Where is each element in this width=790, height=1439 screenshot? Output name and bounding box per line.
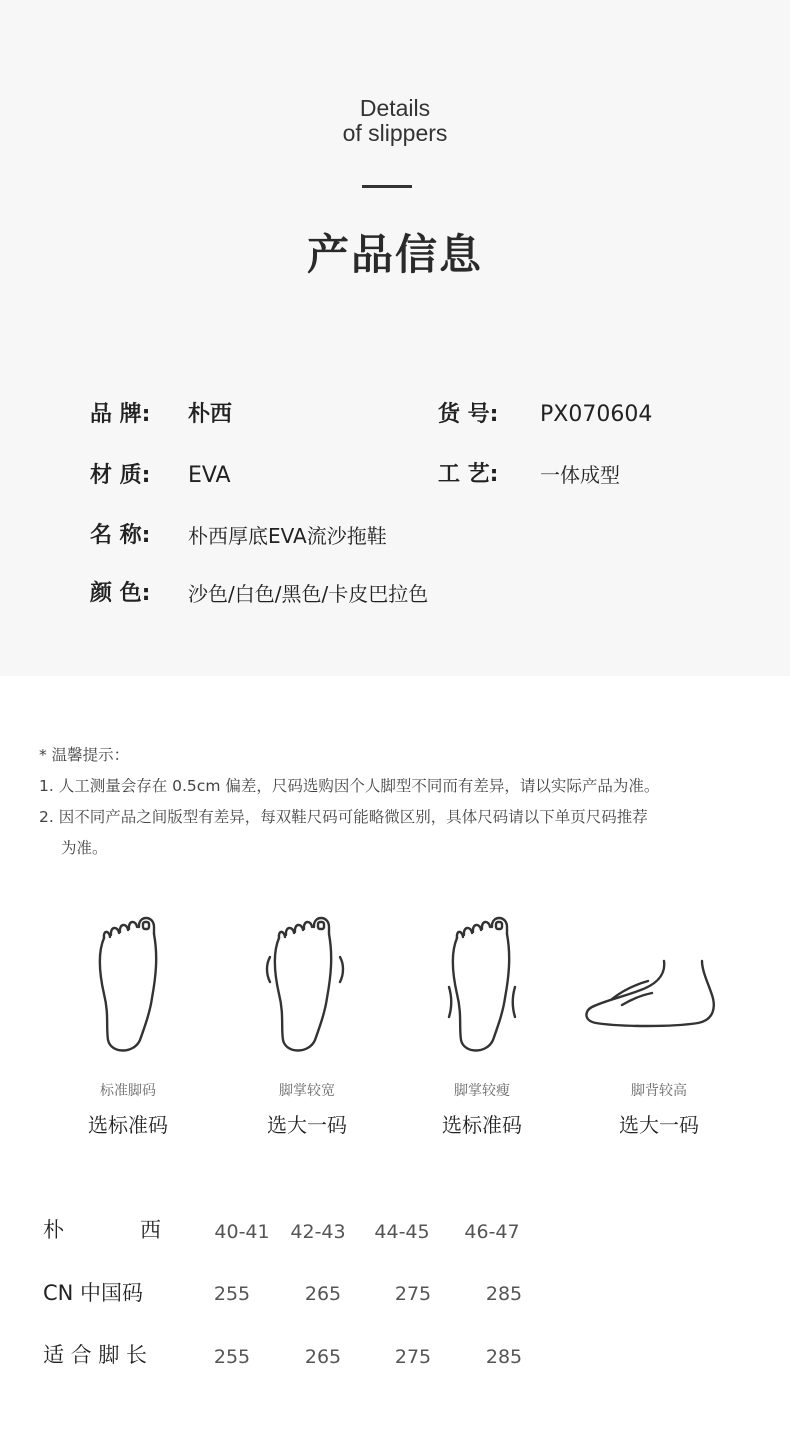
foot-caption-4: 脚背较高 — [631, 1083, 687, 1099]
brand-size-3: 44-45 — [374, 1221, 430, 1243]
item-no-label: 货 号: — [438, 402, 499, 427]
wide-foot-icon — [262, 912, 352, 1057]
craft-value: 一体成型 — [540, 463, 620, 487]
foot-advice-4: 选大一码 — [619, 1113, 699, 1137]
foot-caption-3: 脚掌较瘦 — [454, 1083, 510, 1099]
color-value: 沙色/白色/黑色/卡皮巴拉色 — [188, 582, 429, 606]
foot-length-1: 255 — [213, 1346, 251, 1368]
material-label: 材 质: — [90, 463, 151, 488]
notes-line-2-cont: 为准。 — [61, 839, 108, 857]
cn-size-1: 255 — [213, 1283, 251, 1305]
size-row-brand-label-2: 西 — [140, 1218, 161, 1242]
page-title: 产品信息 — [306, 230, 483, 279]
size-row-brand-label-1: 朴 — [43, 1218, 64, 1242]
high-instep-foot-icon — [582, 955, 722, 1035]
foot-length-3: 275 — [394, 1346, 432, 1368]
color-label: 颜 色: — [90, 581, 151, 606]
foot-length-4: 285 — [485, 1346, 523, 1368]
foot-caption-2: 脚掌较宽 — [279, 1083, 335, 1099]
brand-size-2: 42-43 — [290, 1221, 346, 1243]
foot-advice-1: 选标准码 — [88, 1113, 168, 1137]
thin-foot-icon — [441, 912, 526, 1057]
brand-size-4: 46-47 — [464, 1221, 520, 1243]
brand-value: 朴西 — [188, 402, 233, 427]
notes-line-1: 1. 人工测量会存在 0.5cm 偏差，尺码选购因个人脚型不同而有差异，请以实际产品为准。 — [39, 777, 660, 795]
heading-en-line2: of slippers — [342, 120, 448, 146]
heading-divider — [362, 185, 412, 188]
material-value: EVA — [188, 463, 231, 488]
foot-length-2: 265 — [304, 1346, 342, 1368]
cn-size-4: 285 — [485, 1283, 523, 1305]
size-row-foot-length-label: 适 合 脚 长 — [43, 1343, 148, 1367]
craft-label: 工 艺: — [438, 462, 499, 487]
foot-advice-3: 选标准码 — [442, 1113, 522, 1137]
brand-size-1: 40-41 — [214, 1221, 270, 1243]
notes-title: * 温馨提示： — [39, 746, 130, 764]
notes-line-2: 2. 因不同产品之间版型有差异，每双鞋尺码可能略微区别，具体尺码请以下单页尺码推荐 — [39, 808, 648, 826]
brand-label: 品 牌: — [90, 402, 151, 427]
size-notes — [39, 740, 779, 864]
name-label: 名 称: — [90, 523, 151, 548]
item-no-value: PX070604 — [540, 402, 653, 427]
size-row-cn-label: CN 中国码 — [43, 1281, 144, 1305]
name-value: 朴西厚底EVA流沙拖鞋 — [188, 524, 387, 548]
foot-advice-2: 选大一码 — [267, 1113, 347, 1137]
heading-en-line1: Details — [359, 95, 431, 121]
cn-size-2: 265 — [304, 1283, 342, 1305]
standard-foot-icon — [92, 912, 172, 1057]
cn-size-3: 275 — [394, 1283, 432, 1305]
foot-caption-1: 标准脚码 — [100, 1083, 156, 1099]
